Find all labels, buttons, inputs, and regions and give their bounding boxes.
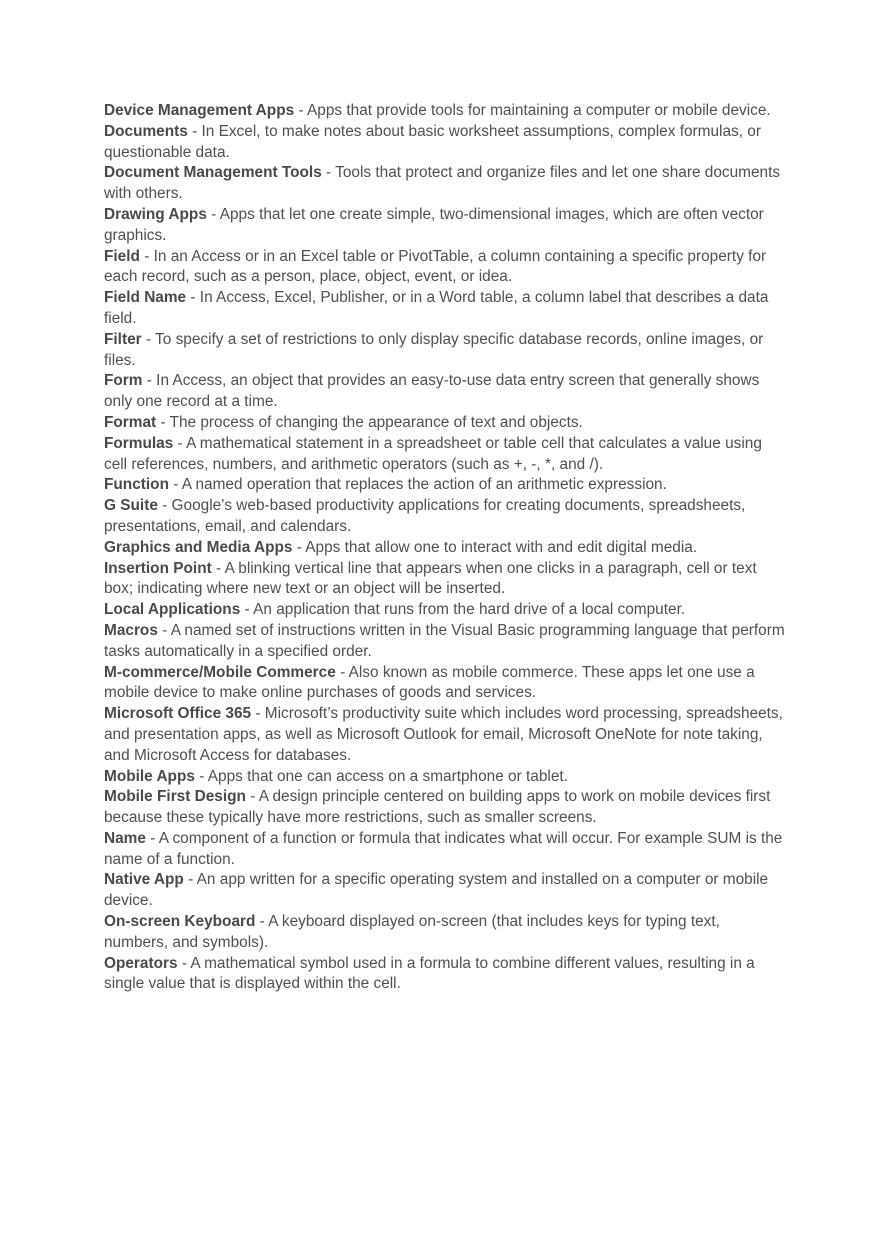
glossary-term: Mobile First Design: [104, 788, 246, 806]
glossary-term: Macros: [104, 621, 158, 639]
glossary-definition: - Google’s web-based productivity applications for creating documents, spreadsheets, presentations, email, and calendars.: [104, 497, 746, 535]
glossary-entry: [104, 787, 788, 829]
glossary-term: Field Name: [104, 289, 187, 307]
glossary-definition: - Apps that let one create simple, two-dimensional images, which are often vector graphics.: [104, 205, 764, 244]
glossary-entry: [104, 101, 788, 122]
glossary-term: Operators: [104, 954, 178, 972]
glossary-definition: - Apps that allow one to interact with and edit digital media.: [292, 538, 698, 556]
glossary-term: Format: [104, 413, 157, 431]
glossary-entry: [104, 767, 788, 788]
glossary-entry: [104, 205, 788, 247]
glossary-term: Mobile Apps: [104, 767, 195, 785]
glossary-definition: - Microsoft’s productivity suite which includes word processing, spreadsheets, and presentation apps, as well as Microsoft Outlook for email, Microsoft OneNote for note taking, and Microsoft Access for databases.: [104, 705, 783, 764]
glossary-entry: [104, 330, 788, 372]
glossary-entry: [104, 288, 788, 330]
glossary-entry: [104, 559, 788, 601]
glossary-definition: - A named set of instructions written in the Visual Basic programming language that perform tasks automatically in a specified order.: [104, 621, 785, 660]
glossary-definition: - A blinking vertical line that appears when one clicks in a paragraph, cell or text box; indicating where new text or an object will be inserted.: [104, 559, 757, 598]
glossary-entry: [104, 870, 788, 912]
glossary-term: Field: [104, 247, 140, 265]
glossary-term: Insertion Point: [104, 559, 212, 577]
glossary-entry: [104, 413, 788, 434]
glossary-definition: - A component of a function or formula that indicates what will occur. For example SUM is the name of a function.: [104, 829, 783, 868]
glossary-term: Drawing Apps: [104, 205, 207, 223]
glossary-entry: [104, 829, 788, 871]
glossary-definition: - An application that runs from the hard drive of a local computer.: [240, 601, 686, 619]
glossary-entry: [104, 600, 788, 621]
glossary-definition: - Tools that protect and organize files and let one share documents with others.: [104, 164, 781, 203]
glossary-definition: - In Access, an object that provides an easy-to-use data entry screen that generally shows only one record at a time.: [104, 372, 760, 411]
glossary-term: Filter: [104, 330, 142, 348]
glossary-entry: [104, 663, 788, 705]
glossary-term: Microsoft Office 365: [104, 705, 252, 723]
glossary-list: [104, 101, 788, 995]
glossary-term: Name: [104, 829, 146, 847]
glossary-definition: - A mathematical statement in a spreadsheet or table cell that calculates a value using cell references, numbers, and arithmetic operators (such as +, -, *, and /).: [104, 434, 762, 473]
glossary-definition: - In Excel, to make notes about basic worksheet assumptions, complex formulas, or questionable data.: [104, 122, 761, 161]
glossary-term: On-screen Keyboard: [104, 913, 256, 931]
glossary-term: M-commerce/Mobile Commerce: [104, 663, 336, 681]
glossary-term: G Suite: [104, 497, 158, 515]
glossary-term: Documents: [104, 122, 188, 140]
glossary-entry: [104, 538, 788, 559]
glossary-entry: [104, 704, 788, 766]
glossary-definition: - A named operation that replaces the action of an arithmetic expression.: [168, 476, 667, 494]
glossary-term: Form: [104, 372, 143, 390]
glossary-definition: - A keyboard displayed on-screen (that includes keys for typing text, numbers, and symbols).: [104, 913, 720, 951]
glossary-entry: [104, 371, 788, 413]
glossary-entry: [104, 954, 788, 996]
glossary-entry: [104, 621, 788, 663]
glossary-definition: - A mathematical symbol used in a formula to combine different values, resulting in a single value that is displayed within the cell.: [104, 954, 755, 993]
glossary-definition: - Apps that provide tools for maintaining a computer or mobile device.: [294, 102, 771, 119]
glossary-definition: - To specify a set of restrictions to only display specific database records, online images, or files.: [104, 330, 764, 369]
glossary-definition: - Apps that one can access on a smartphone or tablet.: [194, 767, 568, 785]
glossary-definition: - In an Access or in an Excel table or PivotTable, a column containing a specific property for each record, such as a person, place, object, event, or idea.: [104, 247, 767, 286]
glossary-definition: - A design principle centered on building apps to work on mobile devices first because these typically have more restrictions, such as smaller screens.: [104, 788, 771, 827]
glossary-definition: - Also known as mobile commerce. These apps let one use a mobile device to make online purchases of goods and services.: [104, 663, 755, 702]
glossary-entry: [104, 912, 788, 954]
glossary-term: Graphics and Media Apps: [104, 538, 293, 556]
glossary-entry: [104, 247, 788, 289]
glossary-entry: [104, 475, 788, 496]
glossary-term: Formulas: [104, 434, 174, 452]
glossary-entry: [104, 434, 788, 476]
glossary-term: Device Management Apps: [104, 102, 295, 119]
glossary-definition: - An app written for a specific operating system and installed on a computer or mobile device.: [104, 871, 769, 910]
glossary-term: Local Applications: [104, 601, 241, 619]
glossary-term: Function: [104, 476, 169, 494]
glossary-definition: - The process of changing the appearance of text and objects.: [156, 413, 583, 431]
glossary-term: Native App: [104, 871, 184, 889]
glossary-entry: [104, 122, 788, 164]
glossary-definition: - In Access, Excel, Publisher, or in a Word table, a column label that describes a data field.: [104, 289, 769, 327]
glossary-term: Document Management Tools: [104, 164, 322, 182]
glossary-entry: [104, 496, 788, 538]
glossary-entry: [104, 163, 788, 205]
